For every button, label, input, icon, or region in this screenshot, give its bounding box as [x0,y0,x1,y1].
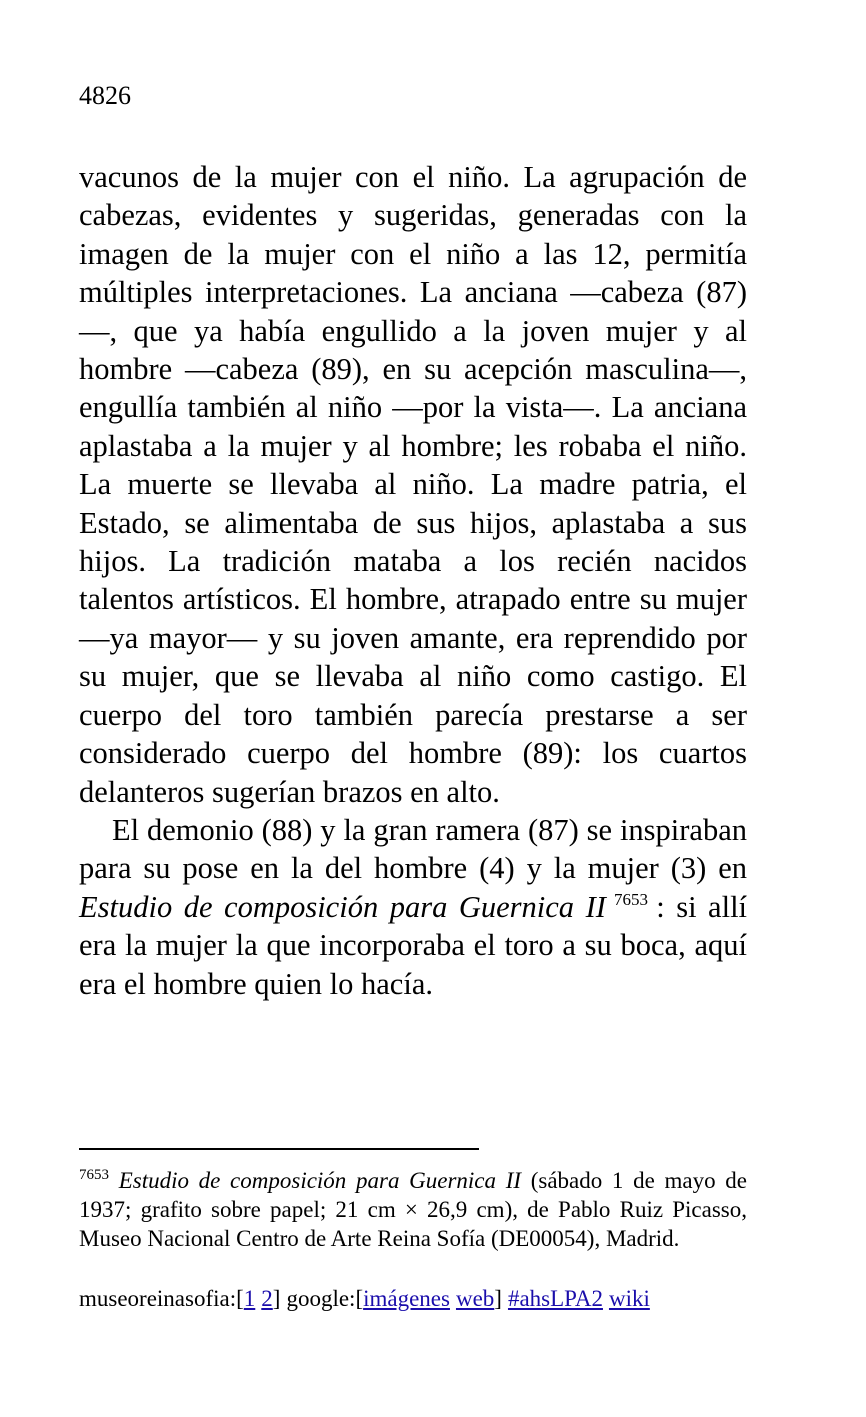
footnote-number: 7653 [79,1167,109,1183]
footnote [79,1166,747,1253]
footnote-text [79,1166,747,1253]
paragraph-2-text-start: El demonio (88) y la gran ramera (87) se inspiraban para su pose en la del hombre (4) y la mujer (3) en [79,812,747,886]
main-text [79,158,747,1003]
page-number: 4826 [79,81,131,110]
google-web-link[interactable]: web [455,1286,495,1311]
artwork-title: Estudio de composición para Guernica II [79,889,606,924]
footnote-artwork-title: Estudio de composición para Guernica II [118,1168,522,1193]
museo-close: ] [272,1286,281,1311]
google-images-link[interactable]: imágenes [363,1286,450,1311]
paragraph-1: vacunos de la mujer con el niño. La agrupación de cabezas, evidentes y sugeridas, generadas con la imagen de la mujer con el niño a las 12, permitía múltiples interpretaciones. La anciana —cabeza (87)—, que ya había engullido a la joven mujer y al hombre —cabeza (89), en su acepción masculina—, engullía también al niño —por la vista—. La anciana aplastaba a la mujer y al hombre; les robaba el niño. La muerte se llevaba al niño. La madre patria, el Estado, se alimentaba de sus hijos, aplastaba a sus hijos. La tradición mataba a los recién nacidos talentos artísticos. El hombre, atrapado entre su mujer —ya mayor— y su joven amante, era reprendido por su mujer, que se llevaba al niño como castigo. El cuerpo del toro también parecía prestarse a ser considerado cuerpo del hombre (89): los cuartos delanteros sugerían brazos en alto. [79,160,747,809]
hashtag-link[interactable]: #ahsLPA2 [507,1286,603,1311]
museo-link-1[interactable]: 1 [243,1286,256,1311]
footnote-reference[interactable]: 7653 [614,889,649,909]
footnote-divider [79,1148,479,1150]
google-label: google:[ [286,1286,364,1311]
google-close: ] [494,1286,502,1311]
footnote-links [79,1284,779,1313]
museo-link-2[interactable]: 2 [261,1286,273,1311]
wiki-link[interactable]: wiki [608,1286,650,1311]
paragraph-2 [79,811,747,1003]
footnote-body: (sábado 1 de mayo de 1937; grafito sobre papel; 21 cm × 26,9 cm), de Pablo Ruiz Picasso, Museo Nacional Centro de Arte Reina Sofía (DE00054), Madrid. [79,1168,747,1251]
museo-label: museoreinasofia:[ [79,1286,244,1311]
paragraph-2-text-end: : si allí era la mujer la que incorporaba el toro a su boca, aquí era el hombre quien lo hacía. [79,889,748,1001]
